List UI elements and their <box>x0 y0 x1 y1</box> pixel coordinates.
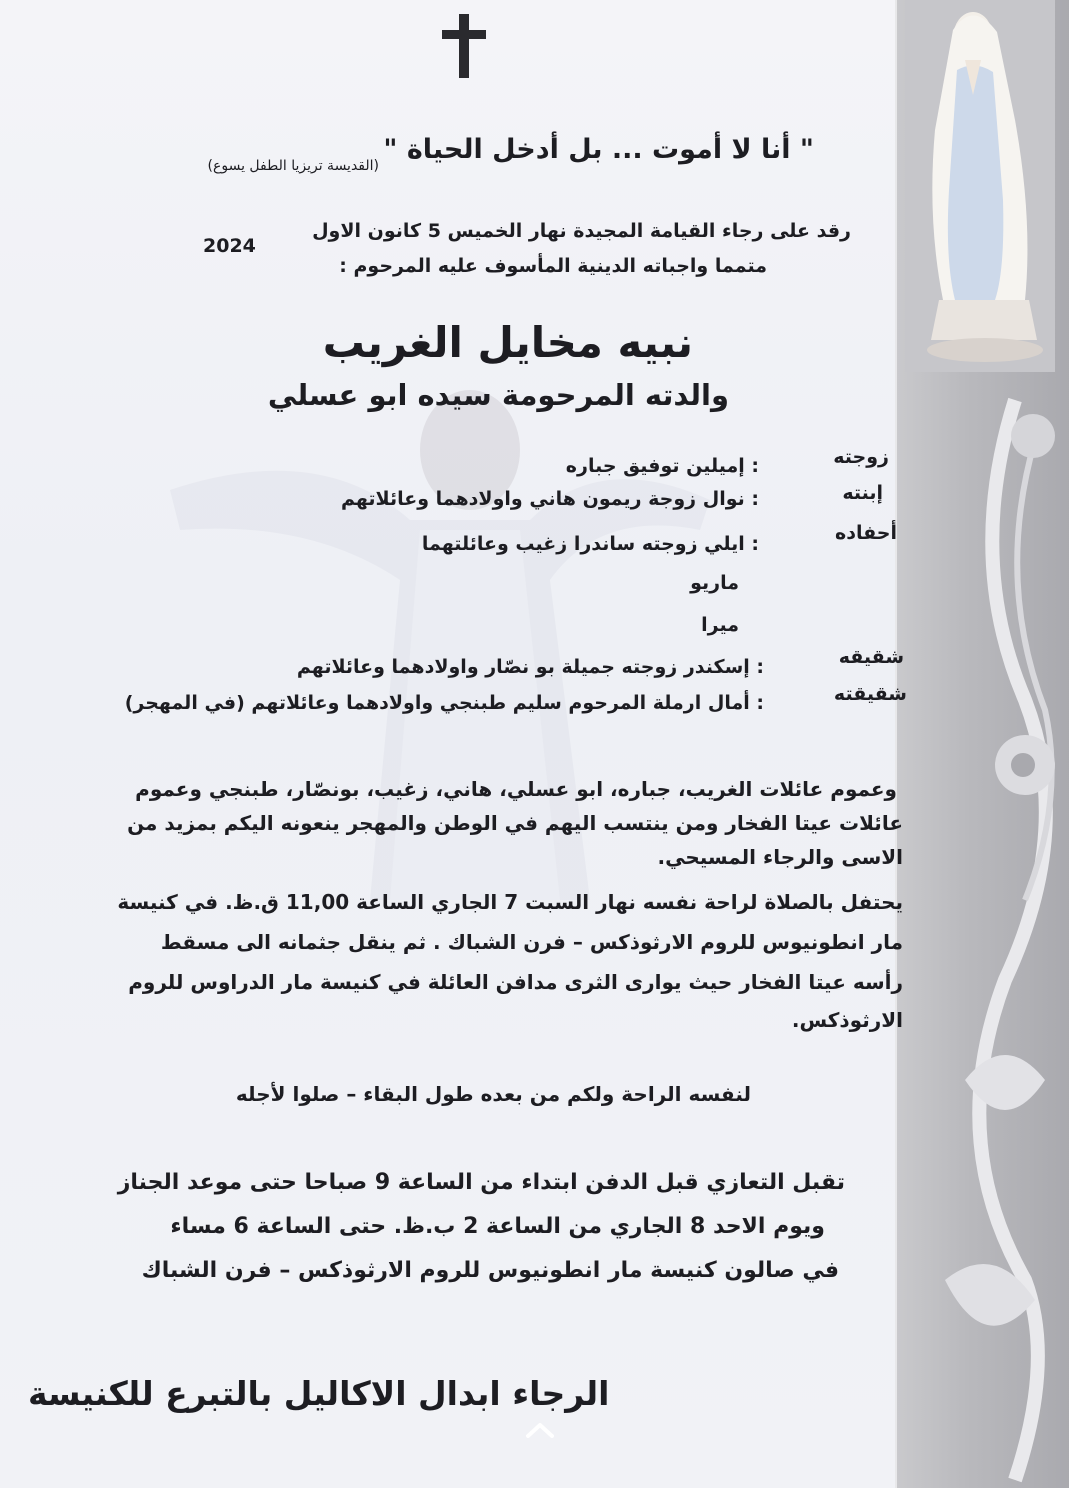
chevron-up-icon[interactable] <box>524 1420 556 1440</box>
relative-label: شقيقه <box>838 646 904 668</box>
condolence-line: تقبل التعازي قبل الدفن ابتداء من الساعة 9 صباحا حتى موعد الجناز <box>117 1170 845 1195</box>
relative-label: زوجته <box>833 446 889 468</box>
deceased-name: نبيه مخايل الغريب <box>322 318 693 367</box>
donation-request: الرجاء ابدال الاكاليل بالتبرع للكنيسة <box>28 1374 610 1413</box>
quote-source: (القديسة تريزيا الطفل يسوع) <box>207 158 379 174</box>
announcement-line-1: رقد على رجاء القيامة المجيدة نهار الخميس 5 كانون الاول <box>312 220 851 242</box>
relative-value: ميرا <box>701 614 739 636</box>
families-line: وعموم عائلات الغريب، جباره، ابو عسلي، هاني، زغيب، بونصّار، طبنجي وعموم <box>135 777 897 801</box>
deceased-mother: والدته المرحومة سيده ابو عسلي <box>267 378 729 412</box>
announcement-year: 2024 <box>203 235 256 257</box>
prayer-line: لنفسه الراحة ولكم من بعده طول البقاء – صلوا لأجله <box>235 1082 751 1106</box>
relative-value: : نوال زوجة ريمون هاني واولادهما وعائلاتهم <box>340 488 759 510</box>
relative-label: شقيقته <box>833 683 907 705</box>
condolence-line: في صالون كنيسة مار انطونيوس للروم الارثوذكس – فرن الشباك <box>141 1258 839 1283</box>
announcement-line-2: متمما واجباته الدينية المأسوف عليه المرحوم : <box>339 255 767 277</box>
relative-label: أحفاده <box>835 522 897 544</box>
virgin-mary-statue-image <box>905 0 1055 372</box>
relative-value: : أمال ارملة المرحوم سليم طبنجي واولادهما وعائلاتهم (في المهجر) <box>124 692 764 714</box>
funeral-line: يحتفل بالصلاة لراحة نفسه نهار السبت 7 الجاري الساعة 11,00 ق.ظ. في كنيسة <box>117 890 903 914</box>
condolence-line: ويوم الاحد 8 الجاري من الساعة 2 ب.ظ. حتى الساعة 6 مساء <box>170 1214 825 1239</box>
cross-icon <box>436 12 492 80</box>
opening-quote: " أنا لا أموت ... بل أدخل الحياة " <box>383 134 814 165</box>
funeral-line: رأسه عيتا الفخار حيث يوارى الثرى مدافن العائلة في كنيسة مار الدراوس للروم <box>128 970 903 994</box>
relative-value: : إميلين توفيق جباره <box>565 455 759 477</box>
families-line: عائلات عيتا الفخار ومن ينتسب اليهم في الوطن والمهجر ينعونه اليكم بمزيد من <box>127 811 903 835</box>
floral-ornament <box>905 380 1069 1488</box>
relative-value: ماريو <box>690 572 739 594</box>
families-line: الاسى والرجاء المسيحي. <box>657 845 903 869</box>
relative-label: إبنته <box>842 482 883 504</box>
funeral-line: مار انطونيوس للروم الارثوذكس – فرن الشباك . ثم ينقل جثمانه الى مسقط <box>160 930 903 954</box>
funeral-line: الارثوذكس. <box>791 1008 903 1032</box>
relative-value: : ايلي زوجته ساندرا زغيب وعائلتهما <box>421 533 759 555</box>
relative-value: : إسكندر زوجته جميلة بو نصّار واولادهما وعائلاتهم <box>296 656 764 678</box>
